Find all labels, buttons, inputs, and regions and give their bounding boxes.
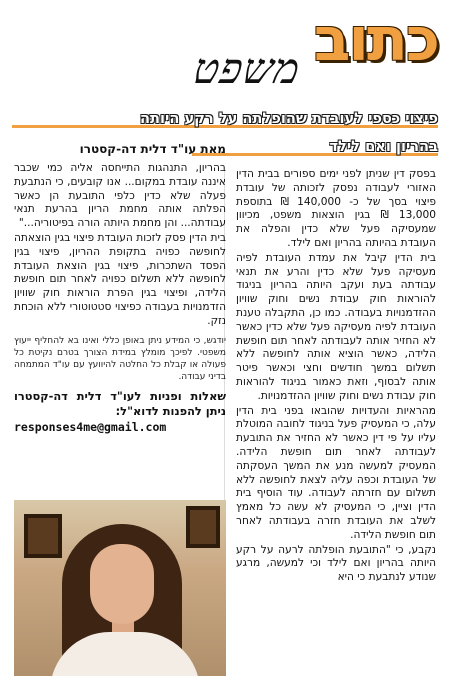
article-paragraph: בהריון, התנהגות התייחסה אליה כמי שכבר איננה עובדת במקום... אנו קובעים, כי הנתבעת פעלה שלא כדין כלפי התובעת הן כאשר הפלתה אותה מחמת הריון בהרעת תנאי עבודתה... והן מחמת היותה הורה בפיטוריה..." (14, 162, 226, 230)
masthead-title: כתוב (313, 5, 438, 75)
article-paragraph: מהראיות והעדויות שהובאו בפני בית הדין עלה, כי המעסיק פעל בניגוד לחובה המוטלת עליו על פי דין כאשר לא החזיר את התובעת לעבודתה לאחר תום חופשת הלידה. המעסיק למעשה מנע את המשך העסקתה של העובדת וכפה עליה לצאת לחופשה ללא תשלום עם חזרתה לעבודה. עוד הוסיף בית הדין וציין, כי המעסיק לא עשה כל מאמץ לשלב את העובדת חזרה בעבודתה לאחר תום חופשת הלידה. (236, 404, 436, 541)
headline-line: בהריון ואם לילד (329, 138, 438, 155)
article-paragraph: בית הדין פסק לזכות העובדת פיצוי בגין הוצאתה לחופשה כפויה בתקופת ההריון, פיצוי בגין הפסד השתכרות, פיצוי בגין הוצאת העובדת לחופשה ללא תשלום כפויה לאחר תום חופשת הלידה, ופיצוי בגין הפרת הוראות חוק שוויון הזדמנויות בעבודה כפיצוי סטטוטורי ללא הוכחת נזק. (14, 231, 226, 327)
article-paragraph: בית הדין קיבל את עמדת העובדת לפיה מעסיקה פעל שלא כדין והרע את תנאי עבודתה בעת ועקב היותה בהריון בניגוד להוראות חוק עבודת נשים וחוק שוויון ההזדמנויות בעבודה. כמו כן, התקבלה טענת העובדת לפיה מעסיקה פעל שלא כדין כאשר לא החזיר אותה לעבודתה לאחר תום חופשת הלידה, כאשר הוציא אותה לחופשה ללא תשלום במשך חודשים וחצי וכאשר פיטר אותה לבסוף, וזאת כאמור בניגוד להוראות חוק עבודת נשים וחוק שוויון ההזדמנויות. (236, 251, 436, 402)
masthead-script-title: משפט (190, 44, 304, 93)
article-column-right (236, 168, 436, 586)
byline: מאת עו"ד דלית דה-קסטרו (79, 142, 226, 156)
author-face (90, 544, 154, 624)
picture-frame (186, 506, 220, 548)
headline-line: פיצוי כספי לעובדת שהופלתה על רקע היותה (140, 110, 438, 127)
article-paragraph: נקבע, כי "התובעת הופלתה לרעה על רקע היותה בהריון ואם לילד וכי למעשה, מרגע שנודע לנתבעת כי היא (236, 543, 436, 584)
article-paragraph: בפסק דין שניתן לפני ימים ספורים בבית הדין האזורי לעבודה נפסק לזכותה של עובדת פיצוי בסך של כ- 140,000 ₪ בתוספת 13,000 ₪ בגין הוצאות משפט, מכיוון שמעסיקה פעל שלא כדין והפלה את העובדת בהיותה בהריון ואם לילד. (236, 168, 437, 249)
disclaimer: יודגש, כי המידע ניתן באופן כללי ואינו בא להחליף ייעוץ משפטי. לפיכך מומלץ במידת הצורך בטרם נקיטת כל פעולה או קבלת כל החלטה להיוועץ עם עו"ד המתמחה בדיני עבודה. (14, 335, 226, 382)
contact-text: שאלות ופניות לעו"ד דלית דה-קסטרו ניתן להפנות לדוא"ל: (14, 388, 226, 418)
author-photo (14, 500, 226, 676)
picture-frame (24, 514, 62, 558)
contact-email-link[interactable]: responses4me@gmail.com (14, 419, 167, 434)
article-column-left (14, 140, 226, 434)
